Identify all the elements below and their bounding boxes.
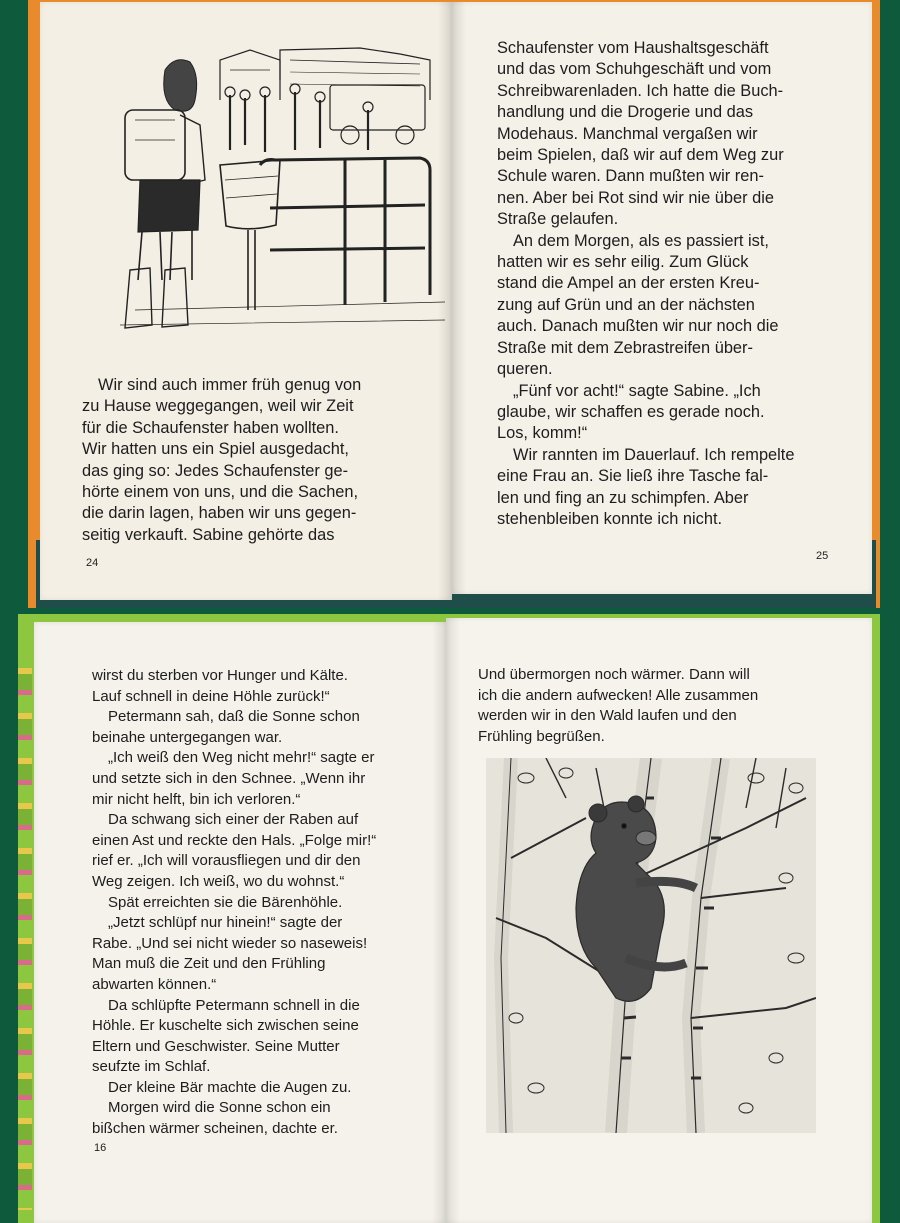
text-line: das ging so: Jedes Schaufenster ge- [82, 461, 349, 480]
text-line: die darin lagen, haben wir uns gegen- [82, 504, 357, 523]
text-line: glaube, wir schaffen es gerade noch. [497, 402, 765, 421]
text-line: Los, komm!“ [497, 424, 588, 443]
page-24 [40, 2, 452, 600]
text-line: „Ich weiß den Weg nicht mehr!“ sagte er [108, 749, 375, 767]
text-line: „Jetzt schlüpf nur hinein!“ sagte der [108, 914, 343, 932]
text-line: eine Frau an. Sie ließ ihre Tasche fal- [497, 467, 769, 486]
text-line: Da schwang sich einer der Raben auf [108, 811, 359, 829]
page-17-text [478, 665, 858, 747]
text-line: ich die andern aufwecken! Alle zusammen [478, 686, 759, 704]
text-line: Petermann sah, daß die Sonne schon [108, 708, 360, 726]
text-line: Spät erreichten sie die Bärenhöhle. [108, 893, 343, 911]
text-line: Straße mit dem Zebrastreifen über- [497, 338, 753, 357]
cover-flower-pattern [18, 650, 32, 1210]
girl-at-railing-illustration [80, 40, 445, 340]
text-line: queren. [497, 360, 553, 379]
page-number-24: 24 [86, 557, 99, 569]
text-line: rief er. „Ich will vorausfliegen und dir den [92, 852, 361, 870]
text-line: hörte einem von uns, und die Sachen, [82, 483, 359, 502]
text-line: seufzte im Schlaf. [92, 1058, 211, 1076]
page-17 [446, 618, 872, 1223]
text-line: beim Spielen, daß wir auf dem Weg zur [497, 146, 784, 165]
text-line: Modehaus. Manchmal vergaßen wir [497, 124, 758, 143]
page-number-16: 16 [94, 1142, 107, 1154]
text-line: Weg zeigen. Ich weiß, wo du wohnst.“ [92, 872, 345, 890]
text-line: stehenbleiben konnte ich nicht. [497, 509, 723, 528]
text-line: Lauf schnell in deine Höhle zurück!“ [92, 687, 330, 705]
text-line: wirst du sterben vor Hunger und Kälte. [92, 667, 348, 684]
text-line: seitig verkauft. Sabine gehörte das [82, 525, 335, 544]
text-line: zung auf Grün und an der nächsten [497, 295, 755, 314]
page-16-text [92, 666, 442, 1140]
text-line: Da schlüpfte Petermann schnell in die [108, 996, 360, 1014]
text-line: len und fing an zu schimpfen. Aber [497, 488, 749, 507]
text-line: Man muß die Zeit und den Frühling [92, 955, 326, 973]
text-line: zu Hause weggegangen, weil wir Zeit [82, 397, 354, 416]
text-line: Eltern und Geschwister. Seine Mutter [92, 1037, 340, 1055]
text-line: für die Schaufenster haben wollten. [82, 418, 339, 437]
text-line: Straße gelaufen. [497, 210, 619, 229]
text-line: einen Ast und reckte den Hals. „Folge mir!“ [92, 831, 377, 849]
text-line: mir nicht helft, bin ich verloren.“ [92, 790, 301, 808]
page-25 [452, 2, 872, 594]
text-line: Rabe. „Und sei nicht wieder so naseweis! [92, 934, 368, 952]
text-line: werden wir in den Wald laufen und den [478, 707, 737, 725]
text-line: beinahe untergegangen war. [92, 728, 283, 746]
text-line: hatten wir es sehr eilig. Zum Glück [497, 253, 749, 272]
text-line: auch. Danach mußten wir nur noch die [497, 317, 779, 336]
text-line: Morgen wird die Sonne schon ein [108, 1099, 331, 1117]
text-line: Wir rannten im Dauerlauf. Ich rempelte [513, 445, 795, 464]
text-line: Wir hatten uns ein Spiel ausgedacht, [82, 440, 349, 459]
text-line: bißchen wärmer scheinen, dachte er. [92, 1120, 338, 1138]
page-number-25: 25 [816, 550, 829, 562]
text-line: und das vom Schuhgeschäft und vom [497, 60, 772, 79]
page-25-text [497, 38, 867, 530]
text-line: abwarten können.“ [92, 975, 217, 993]
text-line: Wir sind auch immer früh genug von [98, 376, 362, 394]
text-line: nen. Aber bei Rot sind wir nie über die [497, 188, 774, 207]
text-line: Und übermorgen noch wärmer. Dann will [478, 666, 750, 683]
text-line: Frühling begrüßen. [478, 727, 605, 745]
text-line: handlung und die Drogerie und das [497, 103, 754, 122]
text-line: stand die Ampel an der ersten Kreu- [497, 274, 760, 293]
page-24-text [82, 375, 442, 546]
text-line: und setzte sich in den Schnee. „Wenn ihr [92, 769, 366, 787]
text-line: „Fünf vor acht!“ sagte Sabine. „Ich [513, 381, 761, 400]
text-line: Schaufenster vom Haushaltsgeschäft [497, 39, 769, 57]
text-line: Schreibwarenladen. Ich hatte die Buch- [497, 81, 784, 100]
text-line: Schule waren. Dann mußten wir ren- [497, 167, 764, 186]
text-line: An dem Morgen, als es passiert ist, [513, 231, 769, 250]
text-line: Der kleine Bär machte die Augen zu. [108, 1078, 352, 1096]
bear-cub-in-birch-tree-illustration [486, 758, 816, 1133]
page-16 [34, 622, 446, 1223]
text-line: Höhle. Er kuschelte sich zwischen seine [92, 1017, 359, 1035]
